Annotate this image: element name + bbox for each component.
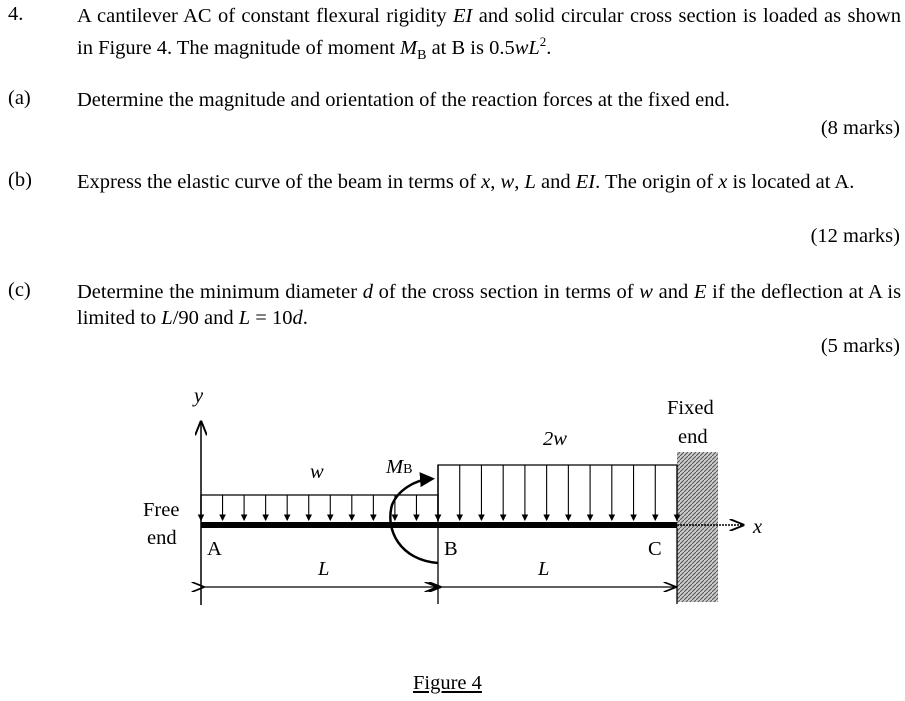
point-c-label: C [648,538,662,560]
intro-end: . [546,36,552,59]
intro-text: at B is 0.5 [431,36,515,59]
var-d: d [362,281,373,303]
figure-caption: Figure 4 [413,672,482,694]
span-ab-label: L [318,558,330,580]
var-l: L [238,307,251,329]
intro-m-sub: B [417,47,427,63]
load-outline [438,465,677,521]
load-w-label: w [310,461,324,483]
var-l: L [524,171,536,193]
fixed-end-label: Fixed [667,397,714,419]
free-end-label: end [147,527,177,549]
load-2w [438,465,677,521]
comma: , [514,171,520,193]
point-a-label: A [207,538,222,560]
text: and [658,281,689,303]
intro-wl: wL [514,36,540,59]
part-c-marks: (5 marks) [820,335,900,357]
point-b-label: B [444,538,458,560]
part-a-text: Determine the magnitude and orientation of the reaction forces at the fixed end. [77,89,730,111]
intro-exp: 2 [539,34,547,49]
var-e: E [693,281,707,303]
var-x: x [481,171,491,193]
var-w: w [639,281,653,303]
fixed-wall [677,452,718,602]
part-b-label: (b) [8,169,32,191]
beam [201,522,677,528]
var-x: x [718,171,728,193]
part-a-label: (a) [8,87,31,109]
text: = 10 [255,307,293,329]
intro-ei: EI [453,5,473,27]
var-w: w [500,171,515,193]
load-w [201,495,438,521]
x-label: x [753,516,763,538]
text: . [302,307,308,329]
moment-label [385,456,412,478]
y-label: y [194,385,204,407]
comma: , [490,171,496,193]
text: and [541,171,571,193]
var-l: L [161,307,173,329]
question-number: 4. [8,3,24,25]
text: Determine the minimum diameter [77,281,358,303]
intro-text: and solid circular cross section is loaded as shown in Figure 4. The magnitude of moment [77,5,902,59]
var-d: d [292,307,303,329]
text: . The origin of [595,171,714,193]
load-outline [201,495,438,521]
text: /90 and [172,307,234,329]
text: of the cross section in terms of [378,281,634,303]
intro-text: A cantilever AC of constant flexural rigidity [77,5,447,27]
fixed-end-label: end [678,426,708,448]
text: is located at A. [732,171,855,193]
text: Express the elastic curve of the beam in terms of [77,171,477,193]
var-ei: EI [575,171,596,193]
moment-m: M [386,456,404,478]
text: if the deflection at A is limited to [77,281,902,329]
part-a-marks: (8 marks) [820,117,900,139]
moment-arrow [390,479,438,563]
part-b-marks: (12 marks) [810,225,900,247]
moment-sub: B [403,462,413,477]
load-2w-label: 2w [543,428,567,450]
intro-m: M [400,36,418,59]
part-c-label: (c) [8,279,31,301]
free-end-label: Free [143,499,180,521]
span-bc-label: L [538,558,550,580]
